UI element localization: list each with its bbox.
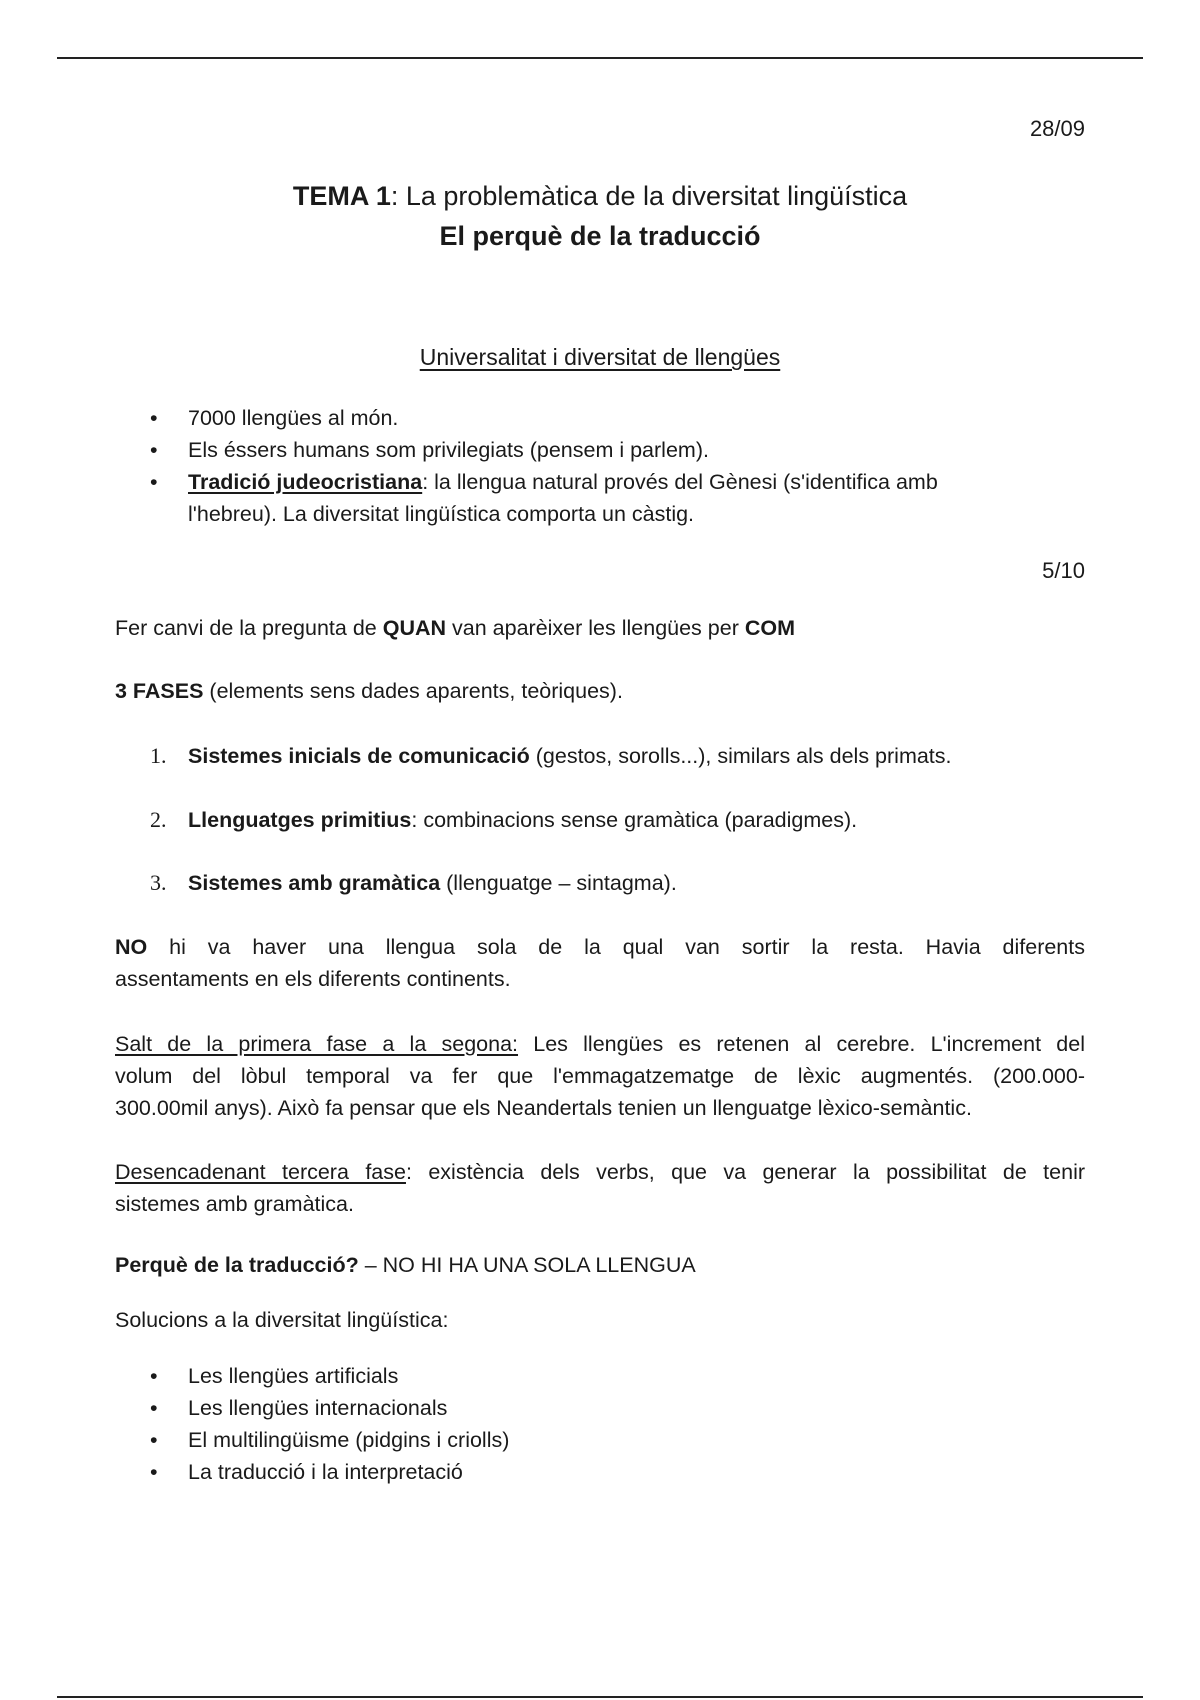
- title-line-2: El perquè de la traducció: [439, 221, 761, 251]
- title-line-1: [0, 181, 1200, 212]
- bold-quan: QUAN: [382, 616, 447, 640]
- perque-bold: Perquè de la traducció?: [115, 1253, 359, 1277]
- top-rule: [57, 57, 1143, 59]
- fase-title: Sistemes amb gramàtica: [188, 871, 441, 895]
- paragraph-quan-com: [115, 612, 1085, 644]
- date-label: 28/09: [1029, 116, 1085, 141]
- text: Fer canvi de la pregunta de: [115, 616, 383, 640]
- text: sistemes amb gramàtica.: [115, 1192, 354, 1216]
- fase-text: (llenguatge – sintagma).: [440, 871, 677, 895]
- list-number: 2.: [150, 807, 167, 832]
- bullet-text-cont: l'hebreu). La diversitat lingüística comporta un càstig.: [188, 502, 695, 526]
- paragraph-salt: [115, 1028, 1085, 1124]
- date-label-2: 5/10: [1042, 558, 1085, 583]
- text: assentaments en els diferents continents.: [115, 967, 511, 991]
- bold-com: COM: [744, 616, 796, 640]
- text: : existència dels verbs, que va generar la possibilitat de tenir: [405, 1160, 1086, 1184]
- text: (elements sens dades aparents, teòriques).: [203, 679, 623, 703]
- fases-bold: 3 FASES: [115, 679, 204, 703]
- paragraph-perque: [115, 1249, 1085, 1281]
- paragraph-desencadenant: [115, 1156, 1085, 1220]
- paragraph-fases: [115, 675, 1085, 707]
- list-item: • Les llengües artificials: [150, 1360, 1085, 1392]
- section-bullet-list: [150, 402, 1085, 530]
- bold-no: NO: [115, 935, 148, 959]
- fase-text: : combinacions sense gramàtica (paradigmes).: [411, 808, 858, 832]
- title-topic-rest: : La problemàtica de la diversitat lingüística: [390, 181, 908, 211]
- text: 300.00mil anys). Això fa pensar que els Neandertals tenien un llenguatge lèxico-semàntic.: [115, 1096, 972, 1120]
- text: hi va haver una llengua sola de la qual van sortir la resta. Havia diferents: [147, 935, 1085, 959]
- fase-title: Sistemes inicials de comunicació: [188, 744, 530, 768]
- text: Les llengües es retenen al cerebre. L'increment del: [518, 1032, 1085, 1056]
- section-heading: Universalitat i diversitat de llengües: [419, 344, 781, 370]
- solucions-list: [150, 1360, 1085, 1488]
- list-item: • 7000 llengües al món.: [150, 402, 1085, 434]
- bullet-text: : la llengua natural provés del Gènesi (s'identifica amb: [422, 470, 938, 494]
- text: volum del lòbul temporal va fer que l'emmagatzematge de lèxic augmentés. (200.000-: [115, 1064, 1085, 1088]
- list-item: • Les llengües internacionals: [150, 1392, 1085, 1424]
- list-item: • El multilingüisme (pidgins i criolls): [150, 1424, 1085, 1456]
- list-item: [150, 466, 1085, 530]
- text: van aparèixer les llengües per: [446, 616, 745, 640]
- desencadenant-term: Desencadenant tercera fase: [115, 1160, 406, 1184]
- fase-title: Llenguatges primitius: [188, 808, 412, 832]
- list-item: • Els éssers humans som privilegiats (pensem i parlem).: [150, 434, 1085, 466]
- list-number: 1.: [150, 743, 167, 768]
- bottom-rule: [57, 1696, 1143, 1698]
- salt-term: Salt de la primera fase a la segona:: [115, 1032, 519, 1056]
- fase-text: (gestos, sorolls...), similars als dels primats.: [529, 744, 952, 768]
- title-topic-bold: TEMA 1: [292, 181, 391, 211]
- paragraph-solucions: Solucions a la diversitat lingüística:: [115, 1308, 449, 1332]
- paragraph-no: [115, 931, 1085, 995]
- text: – NO HI HA UNA SOLA LLENGUA: [358, 1253, 696, 1277]
- list-number: 3.: [150, 870, 167, 895]
- tradicio-term: Tradició judeocristiana: [188, 470, 423, 494]
- list-item: • La traducció i la interpretació: [150, 1456, 1085, 1488]
